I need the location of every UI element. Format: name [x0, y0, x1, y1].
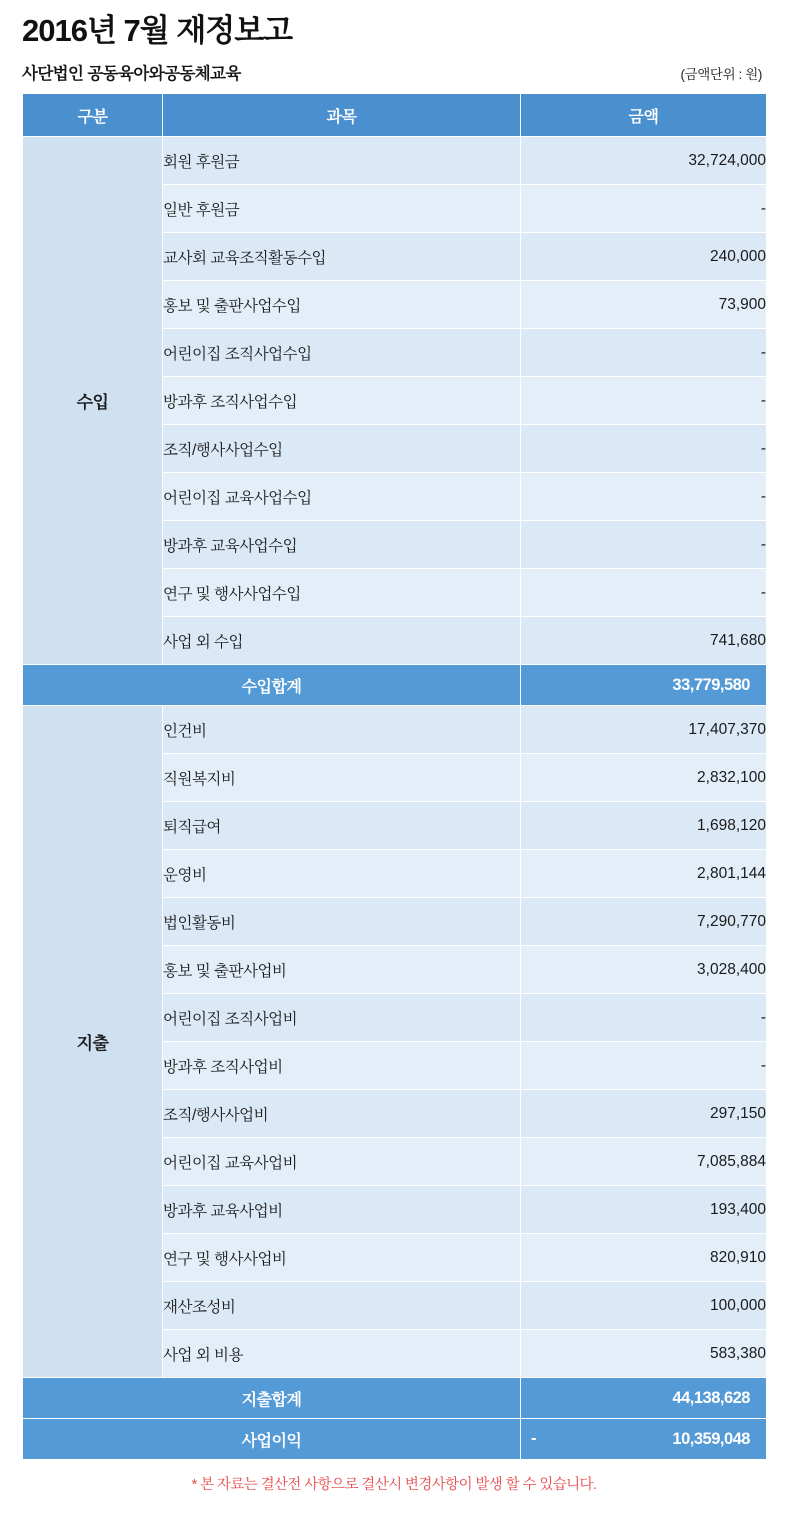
table-row: [23, 137, 767, 185]
amount-cell: 3,028,400: [521, 946, 767, 994]
amount-cell: 2,801,144: [521, 850, 767, 898]
item-cell: 방과후 조직사업수입: [163, 377, 521, 425]
amount-cell: 32,724,000: [521, 137, 767, 185]
amount-cell: 7,085,884: [521, 1138, 767, 1186]
profit-row: [23, 1419, 767, 1460]
profit-label: 사업이익: [23, 1419, 521, 1460]
currency-unit-note: (금액단위 : 원): [680, 67, 762, 83]
table-header: [23, 94, 767, 137]
amount-cell: 2,832,100: [521, 754, 767, 802]
item-cell: 퇴직급여: [163, 802, 521, 850]
profit-amount-cell: [521, 1419, 767, 1460]
amount-cell: -: [521, 329, 767, 377]
table-row: [23, 706, 767, 754]
amount-cell: 73,900: [521, 281, 767, 329]
item-cell: 연구 및 행사사업수입: [163, 569, 521, 617]
page-title: 2016년 7월 재정보고: [22, 13, 293, 48]
item-cell: 회원 후원금: [163, 137, 521, 185]
item-cell: 직원복지비: [163, 754, 521, 802]
item-cell: 어린이집 조직사업비: [163, 994, 521, 1042]
income-total-amount: 33,779,580: [521, 665, 767, 706]
item-cell: 사업 외 비용: [163, 1330, 521, 1378]
item-cell: 일반 후원금: [163, 185, 521, 233]
amount-cell: 17,407,370: [521, 706, 767, 754]
item-cell: 운영비: [163, 850, 521, 898]
item-cell: 어린이집 조직사업수입: [163, 329, 521, 377]
expense-total-amount: 44,138,628: [521, 1378, 767, 1419]
item-cell: 조직/행사사업수입: [163, 425, 521, 473]
profit-amount: 10,359,048: [672, 1429, 750, 1448]
item-cell: 연구 및 행사사업비: [163, 1234, 521, 1282]
column-header-amount: 금액: [521, 94, 767, 137]
item-cell: 법인활동비: [163, 898, 521, 946]
group-cell-expense: 지출: [23, 706, 163, 1378]
amount-cell: 193,400: [521, 1186, 767, 1234]
amount-cell: -: [521, 425, 767, 473]
amount-cell: 583,380: [521, 1330, 767, 1378]
item-cell: 교사회 교육조직활동수입: [163, 233, 521, 281]
group-cell-income: 수입: [23, 137, 163, 665]
footnote: * 본 자료는 결산전 사항으로 결산시 변경사항이 발생 할 수 있습니다.: [191, 1477, 597, 1494]
column-header-item: 과목: [163, 94, 521, 137]
amount-cell: 297,150: [521, 1090, 767, 1138]
expense-total-row: [23, 1378, 767, 1419]
amount-cell: -: [521, 521, 767, 569]
amount-cell: -: [521, 1042, 767, 1090]
item-cell: 어린이집 교육사업수입: [163, 473, 521, 521]
item-cell: 방과후 교육사업수입: [163, 521, 521, 569]
item-cell: 홍보 및 출판사업비: [163, 946, 521, 994]
amount-cell: 240,000: [521, 233, 767, 281]
item-cell: 인건비: [163, 706, 521, 754]
amount-cell: 820,910: [521, 1234, 767, 1282]
item-cell: 방과후 교육사업비: [163, 1186, 521, 1234]
amount-cell: 7,290,770: [521, 898, 767, 946]
subtitle-row: [22, 60, 766, 84]
item-cell: 조직/행사사업비: [163, 1090, 521, 1138]
profit-sign: -: [531, 1429, 536, 1448]
table-body: [23, 137, 767, 1460]
amount-cell: 1,698,120: [521, 802, 767, 850]
item-cell: 방과후 조직사업비: [163, 1042, 521, 1090]
item-cell: 어린이집 교육사업비: [163, 1138, 521, 1186]
amount-cell: 100,000: [521, 1282, 767, 1330]
income-total-label: 수입합계: [23, 665, 521, 706]
amount-cell: 741,680: [521, 617, 767, 665]
column-header-group: 구분: [23, 94, 163, 137]
item-cell: 사업 외 수입: [163, 617, 521, 665]
amount-cell: -: [521, 185, 767, 233]
organization-name: 사단법인 공동육아와공동체교육: [22, 65, 241, 84]
financial-table: [22, 93, 767, 1460]
amount-cell: -: [521, 377, 767, 425]
amount-cell: -: [521, 473, 767, 521]
item-cell: 재산조성비: [163, 1282, 521, 1330]
expense-total-label: 지출합계: [23, 1378, 521, 1419]
item-cell: 홍보 및 출판사업수입: [163, 281, 521, 329]
amount-cell: -: [521, 994, 767, 1042]
income-total-row: [23, 665, 767, 706]
amount-cell: -: [521, 569, 767, 617]
